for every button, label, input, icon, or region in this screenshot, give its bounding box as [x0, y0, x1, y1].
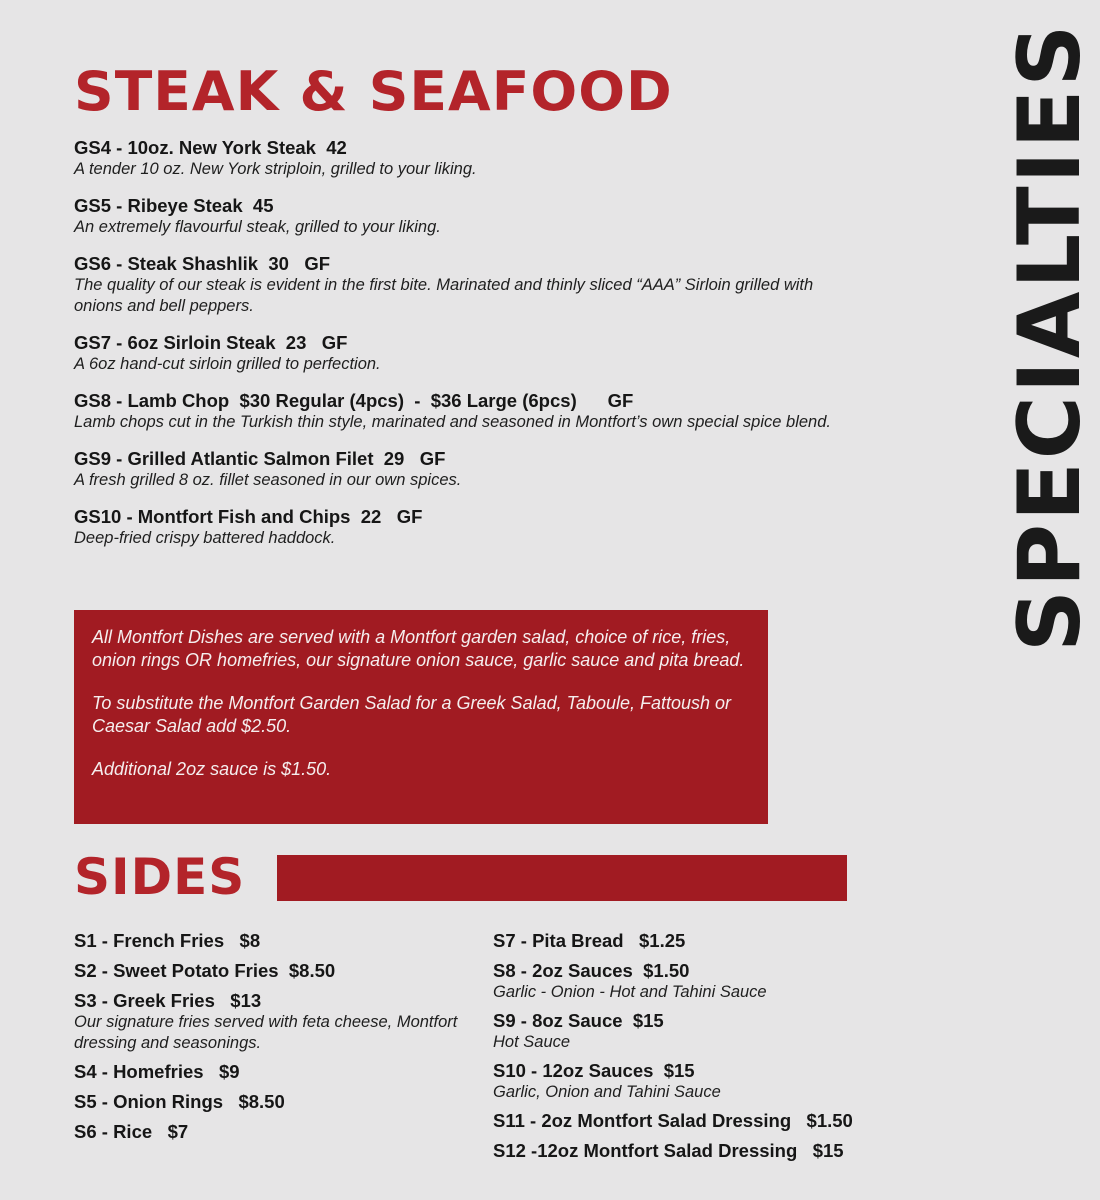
- side-item-name-price: S3 - Greek Fries $13: [74, 990, 262, 1011]
- menu-item-name-price: GS6 - Steak Shashlik 30 GF: [74, 253, 331, 274]
- steak-seafood-title: STEAK & SEAFOOD: [74, 60, 673, 123]
- sides-title: SIDES: [74, 848, 246, 906]
- side-item: [493, 929, 913, 953]
- side-item: [493, 1059, 913, 1103]
- menu-item: [74, 448, 864, 491]
- side-item-name-price: S11 - 2oz Montfort Salad Dressing $1.50: [493, 1110, 853, 1131]
- side-item: [74, 959, 474, 983]
- side-item-name-price: S12 -12oz Montfort Salad Dressing $15: [493, 1140, 844, 1161]
- menu-item-description: A tender 10 oz. New York striploin, grilled to your liking.: [74, 160, 477, 178]
- notice-text: All Montfort Dishes are served with a Montfort garden salad, choice of rice, fries, onion rings OR homefries, our signature onion sauce, garlic sauce and pita bread.: [92, 627, 745, 670]
- menu-item: [74, 253, 864, 317]
- sides-divider-bar: [277, 855, 847, 901]
- side-item: [74, 989, 474, 1054]
- side-item: [493, 1109, 913, 1133]
- side-item-name-price: S6 - Rice $7: [74, 1121, 189, 1142]
- side-item-name-price: S8 - 2oz Sauces $1.50: [493, 960, 690, 981]
- menu-item: [74, 195, 864, 238]
- menu-item-description: The quality of our steak is evident in the first bite. Marinated and thinly sliced “AAA” Sirloin grilled with onions and bell peppers.: [74, 276, 814, 315]
- side-item-name-price: S5 - Onion Rings $8.50: [74, 1091, 285, 1112]
- menu-item-description: Lamb chops cut in the Turkish thin style, marinated and seasoned in Montfort’s own special spice blend.: [74, 413, 831, 431]
- sides-left-column: [74, 929, 474, 1150]
- menu-item-name-price: GS9 - Grilled Atlantic Salmon Filet 29 GF: [74, 448, 446, 469]
- menu-item: [74, 332, 864, 375]
- menu-item-name-price: GS5 - Ribeye Steak 45: [74, 195, 274, 216]
- menu-item-name-price: GS8 - Lamb Chop $30 Regular (4pcs) - $36 Large (6pcs) GF: [74, 390, 634, 411]
- menu-item-description: A fresh grilled 8 oz. fillet seasoned in our own spices.: [74, 471, 462, 489]
- side-item-description: Hot Sauce: [493, 1033, 571, 1051]
- menu-item-name-price: GS10 - Montfort Fish and Chips 22 GF: [74, 506, 423, 527]
- side-item-description: Garlic - Onion - Hot and Tahini Sauce: [493, 983, 767, 1001]
- side-item: [493, 1139, 913, 1163]
- notice-text: To substitute the Montfort Garden Salad for a Greek Salad, Taboule, Fattoush or Caesar Salad add $2.50.: [92, 693, 732, 736]
- side-item: [493, 959, 913, 1003]
- side-item-description: Garlic, Onion and Tahini Sauce: [493, 1083, 721, 1101]
- menu-item: [74, 506, 864, 549]
- side-item-name-price: S1 - French Fries $8: [74, 930, 261, 951]
- served-with-notice: [74, 610, 768, 824]
- side-item-description: Our signature fries served with feta cheese, Montfort dressing and seasonings.: [74, 1013, 458, 1052]
- side-item: [74, 929, 474, 953]
- side-item-name-price: S4 - Homefries $9: [74, 1061, 240, 1082]
- sides-right-column: [493, 929, 913, 1169]
- side-item: [74, 1120, 474, 1144]
- side-item-name-price: S10 - 12oz Sauces $15: [493, 1060, 695, 1081]
- menu-item: [74, 137, 864, 180]
- side-item-name-price: S7 - Pita Bread $1.25: [493, 930, 686, 951]
- menu-item-description: Deep-fried crispy battered haddock.: [74, 529, 336, 547]
- specialties-banner: SPECIALTIES: [1000, 21, 1100, 652]
- menu-item: [74, 390, 864, 433]
- menu-item-name-price: GS7 - 6oz Sirloin Steak 23 GF: [74, 332, 348, 353]
- side-item: [493, 1009, 913, 1053]
- side-item: [74, 1090, 474, 1114]
- side-item-name-price: S9 - 8oz Sauce $15: [493, 1010, 664, 1031]
- menu-item-description: An extremely flavourful steak, grilled to your liking.: [74, 218, 441, 236]
- menu-item-description: A 6oz hand-cut sirloin grilled to perfection.: [74, 355, 381, 373]
- steak-seafood-list: [74, 137, 864, 564]
- side-item-name-price: S2 - Sweet Potato Fries $8.50: [74, 960, 336, 981]
- menu-item-name-price: GS4 - 10oz. New York Steak 42: [74, 137, 347, 158]
- notice-text: Additional 2oz sauce is $1.50.: [92, 759, 332, 779]
- side-item: [74, 1060, 474, 1084]
